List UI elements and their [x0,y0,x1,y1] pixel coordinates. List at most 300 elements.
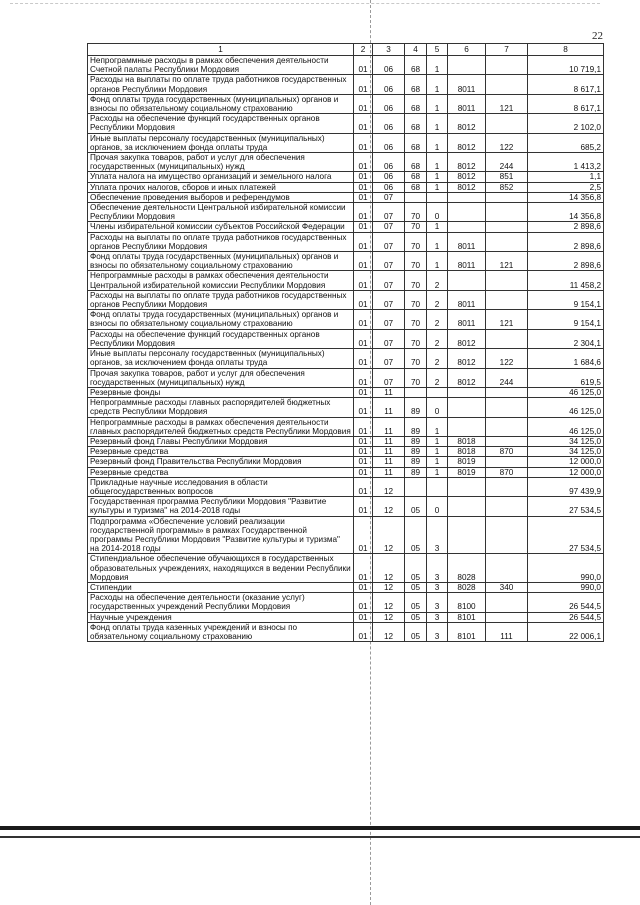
row-amount: 619,5 [528,368,604,387]
row-subsection: 06 [373,172,405,182]
row-subsection: 06 [373,182,405,192]
row-amount: 8 617,1 [528,75,604,94]
row-subprogram: 2 [427,329,448,348]
row-subsection: 12 [373,612,405,622]
row-expense-type [486,457,528,467]
row-program: 89 [405,436,427,446]
table-row [88,172,604,182]
row-subsection: 06 [373,75,405,94]
row-target-article: 8101 [448,622,486,641]
row-subprogram: 1 [427,153,448,172]
row-name: Расходы на выплаты по оплате труда работников государственных органов Республики Мордовия [88,290,354,309]
row-program: 89 [405,398,427,417]
row-amount: 685,2 [528,133,604,152]
row-expense-type: 851 [486,172,528,182]
row-name: Расходы на выплаты по оплате труда работников государственных органов Республики Мордовия [88,232,354,251]
column-header: 4 [405,44,427,56]
row-name: Фонд оплаты труда государственных (муниципальных) органов и взносы по обязательному социальному страхованию [88,94,354,113]
row-target-article [448,271,486,290]
column-header: 6 [448,44,486,56]
column-header: 3 [373,44,405,56]
row-subsection: 11 [373,457,405,467]
row-name: Расходы на выплаты по оплате труда работников государственных органов Республики Мордовия [88,75,354,94]
row-subsection: 06 [373,133,405,152]
row-subsection: 07 [373,368,405,387]
row-program: 89 [405,417,427,436]
row-name: Резервные средства [88,467,354,477]
row-program: 70 [405,368,427,387]
row-section: 01 [354,252,373,271]
row-section: 01 [354,222,373,232]
row-name: Уплата налога на имущество организаций и земельного налога [88,172,354,182]
row-subsection: 06 [373,94,405,113]
row-target-article [448,398,486,417]
row-section: 01 [354,153,373,172]
table-row [88,554,604,583]
row-amount: 26 544,5 [528,593,604,612]
row-subprogram: 2 [427,368,448,387]
row-name: Резервный фонд Правительства Республики Мордовия [88,457,354,467]
row-program: 70 [405,310,427,329]
row-section: 01 [354,56,373,75]
row-target-article: 8019 [448,467,486,477]
row-section: 01 [354,232,373,251]
row-section: 01 [354,593,373,612]
row-expense-type: 121 [486,252,528,271]
row-expense-type [486,612,528,622]
row-subsection: 06 [373,114,405,133]
column-header: 8 [528,44,604,56]
row-name: Иные выплаты персоналу государственных (муниципальных) органов, за исключением фонда оплаты труда [88,133,354,152]
row-target-article: 8100 [448,593,486,612]
row-target-article: 8101 [448,612,486,622]
table-row [88,398,604,417]
row-section: 01 [354,368,373,387]
row-amount: 26 544,5 [528,612,604,622]
row-name: Резервные средства [88,447,354,457]
row-subprogram: 1 [427,182,448,192]
row-name: Расходы на обеспечение функций государственных органов Республики Мордовия [88,114,354,133]
row-subprogram: 0 [427,398,448,417]
row-subsection: 11 [373,436,405,446]
row-subprogram: 1 [427,232,448,251]
row-expense-type [486,56,528,75]
row-amount: 27 534,5 [528,497,604,516]
row-program: 70 [405,329,427,348]
row-section: 01 [354,612,373,622]
row-subprogram [427,477,448,496]
row-subprogram: 2 [427,290,448,309]
row-section: 01 [354,329,373,348]
row-name: Государственная программа Республики Мордовия "Развитие культуры и туризма" на 2014-2018 годы [88,497,354,516]
row-program: 89 [405,457,427,467]
row-target-article: 8019 [448,457,486,467]
row-amount: 12 000,0 [528,457,604,467]
row-subsection: 07 [373,232,405,251]
row-subprogram [427,387,448,397]
row-program: 68 [405,182,427,192]
row-amount: 2 898,6 [528,222,604,232]
row-subsection: 12 [373,516,405,554]
row-target-article: 8012 [448,133,486,152]
row-subprogram: 1 [427,94,448,113]
row-program: 70 [405,349,427,368]
table-body [88,56,604,642]
row-subprogram: 3 [427,516,448,554]
table-row [88,387,604,397]
row-amount: 2 102,0 [528,114,604,133]
row-program: 68 [405,172,427,182]
row-section: 01 [354,114,373,133]
row-name: Непрограммные расходы в рамках обеспечения деятельности Счетной палаты Республики Мордовия [88,56,354,75]
row-target-article: 8012 [448,182,486,192]
row-subprogram: 1 [427,172,448,182]
row-amount: 46 125,0 [528,398,604,417]
row-section: 01 [354,398,373,417]
row-name: Подпрограмма «Обеспечение условий реализации государственной программы» в рамках Государственной программы Республики Мордовия "Развитие культуры и туризма" на 2014-2018 годы [88,516,354,554]
table-row [88,622,604,641]
row-subprogram: 0 [427,497,448,516]
row-amount: 8 617,1 [528,94,604,113]
row-amount: 46 125,0 [528,417,604,436]
row-target-article [448,516,486,554]
table-header-row [88,44,604,56]
row-program: 89 [405,467,427,477]
row-subsection: 07 [373,222,405,232]
row-subprogram: 3 [427,593,448,612]
row-amount: 2 898,6 [528,232,604,251]
row-subprogram: 1 [427,447,448,457]
row-amount: 27 534,5 [528,516,604,554]
row-expense-type [486,114,528,133]
row-section: 01 [354,387,373,397]
row-expense-type [486,554,528,583]
row-subsection: 11 [373,387,405,397]
table-row [88,232,604,251]
row-target-article: 8018 [448,436,486,446]
row-program [405,387,427,397]
row-subprogram [427,192,448,202]
row-section: 01 [354,271,373,290]
row-subsection: 12 [373,582,405,592]
row-target-article [448,56,486,75]
row-amount: 97 439,9 [528,477,604,496]
row-target-article [448,222,486,232]
row-target-article: 8028 [448,554,486,583]
table-row [88,457,604,467]
row-section: 01 [354,182,373,192]
table-row [88,271,604,290]
row-program: 68 [405,133,427,152]
row-subprogram: 2 [427,271,448,290]
row-section: 01 [354,554,373,583]
table-row [88,192,604,202]
row-amount: 22 006,1 [528,622,604,641]
table-row [88,114,604,133]
row-subsection: 11 [373,447,405,457]
row-subprogram: 1 [427,436,448,446]
row-expense-type: 340 [486,582,528,592]
row-section: 01 [354,75,373,94]
scan-top-rule [10,3,600,4]
row-program: 05 [405,554,427,583]
row-section: 01 [354,497,373,516]
row-subsection: 07 [373,329,405,348]
row-name: Уплата прочих налогов, сборов и иных платежей [88,182,354,192]
table-row [88,497,604,516]
row-section: 01 [354,417,373,436]
row-section: 01 [354,349,373,368]
row-target-article: 8011 [448,290,486,309]
table-row [88,329,604,348]
row-target-article: 8028 [448,582,486,592]
column-header: 5 [427,44,448,56]
row-target-article: 8012 [448,172,486,182]
row-amount: 990,0 [528,554,604,583]
row-amount: 1,1 [528,172,604,182]
row-expense-type: 244 [486,368,528,387]
row-amount: 9 154,1 [528,290,604,309]
row-section: 01 [354,447,373,457]
row-program: 68 [405,153,427,172]
row-program: 68 [405,94,427,113]
row-name: Расходы на обеспечение деятельности (оказание услуг) государственных учреждений Республики Мордовия [88,593,354,612]
row-name: Расходы на обеспечение функций государственных органов Республики Мордовия [88,329,354,348]
row-expense-type [486,516,528,554]
row-subsection: 07 [373,271,405,290]
row-amount: 9 154,1 [528,310,604,329]
table-row [88,417,604,436]
row-subsection: 07 [373,192,405,202]
row-amount: 1 684,6 [528,349,604,368]
row-subprogram: 1 [427,417,448,436]
column-header: 1 [88,44,354,56]
row-expense-type [486,192,528,202]
row-program: 05 [405,582,427,592]
row-target-article: 8012 [448,114,486,133]
table-row [88,349,604,368]
row-target-article: 8018 [448,447,486,457]
row-program: 70 [405,232,427,251]
row-expense-type [486,75,528,94]
row-expense-type: 870 [486,467,528,477]
row-expense-type [486,497,528,516]
table-row [88,182,604,192]
row-subsection: 11 [373,467,405,477]
row-target-article [448,497,486,516]
row-expense-type [486,398,528,417]
row-expense-type: 122 [486,133,528,152]
row-target-article: 8012 [448,349,486,368]
row-section: 01 [354,172,373,182]
row-program: 70 [405,271,427,290]
row-name: Прикладные научные исследования в области общегосударственных вопросов [88,477,354,496]
row-name: Непрограммные расходы главных распорядителей бюджетных средств Республики Мордовия [88,398,354,417]
row-subprogram: 1 [427,114,448,133]
row-amount: 2,5 [528,182,604,192]
table-row [88,56,604,75]
table-row [88,516,604,554]
row-amount: 11 458,2 [528,271,604,290]
row-subprogram: 1 [427,252,448,271]
row-subprogram: 3 [427,554,448,583]
table-row [88,467,604,477]
row-name: Стипендии [88,582,354,592]
row-amount: 12 000,0 [528,467,604,477]
row-program: 05 [405,622,427,641]
row-subsection: 07 [373,310,405,329]
row-subsection: 06 [373,153,405,172]
row-target-article [448,387,486,397]
row-expense-type [486,477,528,496]
table-row [88,94,604,113]
table-row [88,153,604,172]
row-expense-type [486,290,528,309]
row-expense-type [486,436,528,446]
row-target-article: 8012 [448,368,486,387]
row-expense-type [486,271,528,290]
row-target-article: 8011 [448,94,486,113]
row-name: Фонд оплаты труда государственных (муниципальных) органов и взносы по обязательному социальному страхованию [88,310,354,329]
row-target-article: 8011 [448,252,486,271]
row-target-article: 8011 [448,232,486,251]
table-row [88,612,604,622]
row-program [405,477,427,496]
row-program: 70 [405,203,427,222]
row-name: Непрограммные расходы в рамках обеспечения деятельности главных распорядителей бюджетных средств Республики Мордовия [88,417,354,436]
row-expense-type: 121 [486,310,528,329]
row-section: 01 [354,467,373,477]
table-row [88,222,604,232]
table-row [88,593,604,612]
row-subprogram: 1 [427,467,448,477]
row-subsection: 06 [373,56,405,75]
row-expense-type: 122 [486,349,528,368]
table-row [88,203,604,222]
row-name: Прочая закупка товаров, работ и услуг для обеспечения государственных (муниципальных) нужд [88,368,354,387]
row-section: 01 [354,290,373,309]
row-name: Прочая закупка товаров, работ и услуг для обеспечения государственных (муниципальных) нужд [88,153,354,172]
row-program: 70 [405,252,427,271]
row-name: Непрограммные расходы в рамках обеспечения деятельности Центральной избирательной комиссии Республики Мордовия [88,271,354,290]
row-amount: 2 898,6 [528,252,604,271]
row-expense-type [486,203,528,222]
row-name: Стипендиальное обеспечение обучающихся в государственных образовательных учреждениях, находящихся в ведении Республики Мордовия [88,554,354,583]
row-section: 01 [354,622,373,641]
row-target-article [448,203,486,222]
column-header: 2 [354,44,373,56]
row-subprogram: 1 [427,222,448,232]
row-amount: 34 125,0 [528,447,604,457]
row-name: Научные учреждения [88,612,354,622]
row-name: Фонд оплаты труда государственных (муниципальных) органов и взносы по обязательному социальному страхованию [88,252,354,271]
row-section: 01 [354,436,373,446]
table-row [88,368,604,387]
row-subsection: 12 [373,477,405,496]
table-row [88,252,604,271]
row-target-article [448,417,486,436]
row-target-article [448,192,486,202]
row-subprogram: 2 [427,310,448,329]
row-subprogram: 0 [427,203,448,222]
row-name: Резервный фонд Главы Республики Мордовия [88,436,354,446]
scan-bottom-band [0,826,640,830]
table-row [88,582,604,592]
row-amount: 1 413,2 [528,153,604,172]
row-section: 01 [354,94,373,113]
row-subprogram: 2 [427,349,448,368]
row-subprogram: 3 [427,582,448,592]
row-program: 05 [405,516,427,554]
row-expense-type [486,329,528,348]
row-name: Обеспечение деятельности Центральной избирательной комиссии Республики Мордовия [88,203,354,222]
row-program: 70 [405,222,427,232]
row-target-article [448,477,486,496]
row-name: Обеспечение проведения выборов и референдумов [88,192,354,202]
row-expense-type: 852 [486,182,528,192]
row-expense-type [486,593,528,612]
row-expense-type [486,232,528,251]
row-program: 68 [405,75,427,94]
row-expense-type: 121 [486,94,528,113]
row-program: 05 [405,612,427,622]
table-row [88,290,604,309]
scan-bottom-band-secondary [0,836,640,838]
row-name: Члены избирательной комиссии субъектов Российской Федерации [88,222,354,232]
row-name: Фонд оплаты труда казенных учреждений и взносы по обязательному социальному страхованию [88,622,354,641]
row-subsection: 07 [373,252,405,271]
row-target-article: 8012 [448,153,486,172]
row-amount: 34 125,0 [528,436,604,446]
row-program: 70 [405,290,427,309]
row-amount: 46 125,0 [528,387,604,397]
row-section: 01 [354,310,373,329]
row-subsection: 12 [373,497,405,516]
table-row [88,75,604,94]
table-row [88,133,604,152]
row-section: 01 [354,192,373,202]
row-expense-type [486,222,528,232]
row-target-article: 8011 [448,310,486,329]
row-name: Резервные фонды [88,387,354,397]
row-section: 01 [354,133,373,152]
row-subprogram: 1 [427,133,448,152]
row-section: 01 [354,516,373,554]
row-section: 01 [354,457,373,467]
row-subsection: 12 [373,593,405,612]
row-program: 05 [405,497,427,516]
row-expense-type: 870 [486,447,528,457]
table-row [88,477,604,496]
row-program: 05 [405,593,427,612]
row-subprogram: 3 [427,622,448,641]
row-program [405,192,427,202]
row-amount: 14 356,8 [528,203,604,222]
row-target-article: 8012 [448,329,486,348]
row-amount: 10 719,1 [528,56,604,75]
row-subprogram: 1 [427,75,448,94]
budget-table [87,43,604,642]
row-subsection: 12 [373,622,405,641]
row-section: 01 [354,203,373,222]
table-row [88,436,604,446]
row-subsection: 07 [373,290,405,309]
row-target-article: 8011 [448,75,486,94]
row-amount: 14 356,8 [528,192,604,202]
page-number: 22 [592,30,603,42]
row-subprogram: 3 [427,612,448,622]
row-amount: 990,0 [528,582,604,592]
